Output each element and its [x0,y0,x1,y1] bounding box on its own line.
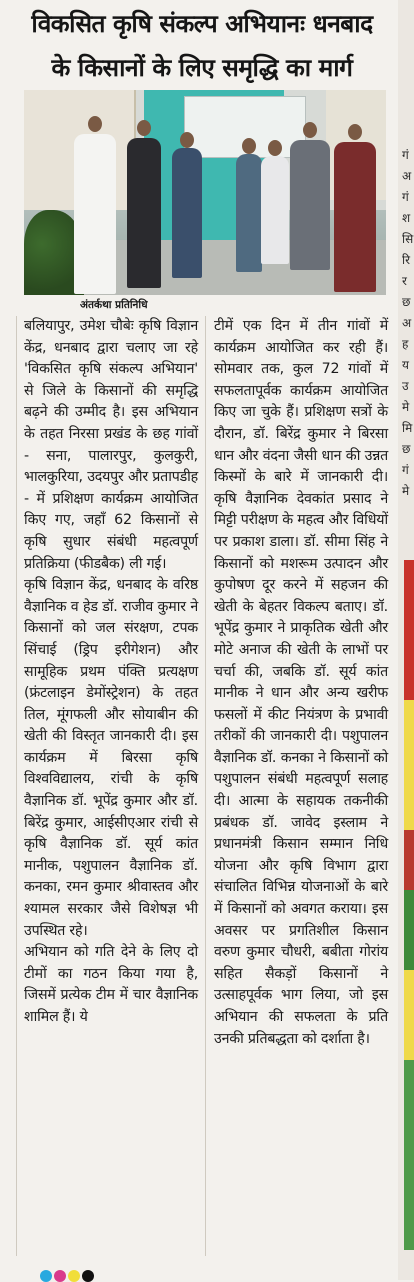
photo-person-3-head [180,132,194,148]
photo-credit: अंतर्कथा प्रतिनिधि [80,299,148,311]
article-column-2 [214,316,388,1050]
photo-person-1-head [88,116,102,132]
article-headline [8,2,396,90]
article-paragraph: अभियान को गति देने के लिए दो टीमों का गठन किया गया है, जिसमें प्रत्येक टीम में चार वैज्ञानिक शामिल हैं। ये [24,944,198,1025]
edge-band-green [404,890,414,970]
photo-person-2-head [137,120,151,136]
photo-person-3 [172,148,202,278]
photo-person-4 [236,154,262,272]
photo-person-7 [334,142,376,292]
column-divider-left [16,316,17,1256]
printer-registration-marks [40,1268,120,1280]
article-paragraph: टीमें एक दिन में तीन गांवों में कार्यक्रम आयोजित कर रही हैं। सोमवार तक, कुल 72 गांवों में सफलतापूर्वक कार्यक्रम आयोजित किए जा चुके हैं। प्रशिक्षण सत्रों के दौरान, डॉ. बिरेंद्र कुमार ने बिरसा धान और वंदना जैसी धान की उन्नत किस्मों के बारे में जानकारी दी। कृषि वैज्ञानिक देवकांत प्रसाद ने मिट्टी परीक्षण के महत्व और विधियों पर प्रकाश डाला। डॉ. सीमा सिंह ने किसानों को मशरूम उत्पादन और कुपोषण दूर करने में सहजन की खेती के बेहतर विकल्प बताए। डॉ. भूपेंद्र कुमार ने प्राकृतिक खेती और मोटे अनाज की खेती के लाभों पर चर्चा की, जबकि डॉ. सूर्य कांत मानीक ने धान और अन्य खरीफ फसलों में कीट नियंत्रण के प्रभावी तरीकों की जानकारी दी। पशुपालन वैज्ञानिक डॉ. कनका ने किसानों को पशुपालन संबंधी महत्वपूर्ण सलाह दी। आत्मा के सहायक तकनीकी प्रबंधक डॉ. जावेद इस्लाम ने प्रधानमंत्री किसान सम्मान निधि योजना और कृषि विभाग द्वारा संचालित विभिन्न योजनाओं के बारे में किसानों को अवगत कराया। इस अवसर पर प्रगतिशील किसान वरुण कुमार चौधरी, बबीता गोरांय सहित सैकड़ों किसानों ने उत्साहपूर्वक भाग लिया, जो इस अभियान की सफलता के प्रति उनकी प्रतिबद्धता को दर्शाता है। [214,318,388,1047]
edge-band-yellow [404,970,414,1060]
headline-line-1: विकसित कृषि संकल्प अभियानः धनबाद [31,9,373,38]
registration-dot-magenta [54,1270,66,1282]
article-paragraph: बलियापुर, उमेश चौबेः कृषि विज्ञान केंद्र, धनबाद द्वारा चलाए जा रहे 'विकसित कृषि संकल्प अभियान' से जिले के किसानों की समृद्धि बढ़ने की उम्मीद है। इस अभियान के तहत निरसा प्रखंड के छह गांवों - सना, पालारपुर, कुलकुरी, भालकुरिया, उदयपुर और प्रतापडीह - में प्रशिक्षण कार्यक्रम आयोजित किए गए, जहाँ 62 किसानों से कृषि सुधार संबंधी महत्वपूर्ण प्रतिक्रिया (फीडबैक) ली गई। [24,318,198,572]
photo-person-6 [290,140,330,270]
registration-dot-yellow [68,1270,80,1282]
column-divider-middle [205,316,206,1256]
registration-dot-cyan [40,1270,52,1282]
edge-band-red [404,560,414,700]
edge-band-yellow [404,700,414,830]
registration-dot-black [82,1270,94,1282]
photo-person-1 [74,134,116,294]
adjacent-article-text: गं अ गं श सि रि र छ अ ह य उ मे मि छ गं मे [402,148,414,498]
headline-line-2: के किसानों के लिए समृद्धि का मार्ग [51,53,353,82]
article-photo [24,90,386,295]
photo-person-4-head [242,138,256,154]
edge-band-red [404,830,414,890]
photo-person-5-head [268,140,282,156]
photo-person-7-head [348,124,362,140]
article-column-1 [24,316,198,1029]
article-paragraph: कृषि विज्ञान केंद्र, धनबाद के वरिष्ठ वैज्ञानिक व हेड डॉ. राजीव कुमार ने किसानों को जल संरक्षण, टपक सिंचाई (ड्रिप इरीगेशन) और सामूहिक प्रथम पंक्ति प्रत्यक्षण (फ्रंटलाइन डेमोंस्ट्रेशन) के तहत तिल, मूंगफली और सोयाबीन की खेती की विस्तृत जानकारी दी। इस कार्यक्रम में बिरसा कृषि विश्वविद्यालय, रांची के कृषि वैज्ञानिक डॉ. भूपेंद्र कुमार और डॉ. बिरेंद्र कुमार, आईसीएआर रांची से कृषि वैज्ञानिक डॉ. सूर्य कांत मानीक, पशुपालन वैज्ञानिक डॉ. कनका, रमन कुमार श्रीवास्तव और श्यामल सरकार जैसे विशेषज्ञ भी उपस्थित रहे। [24,577,198,939]
edge-band-green [404,1060,414,1250]
photo-person-6-head [303,122,317,138]
photo-person-2 [127,138,161,288]
photo-person-5 [261,156,289,264]
